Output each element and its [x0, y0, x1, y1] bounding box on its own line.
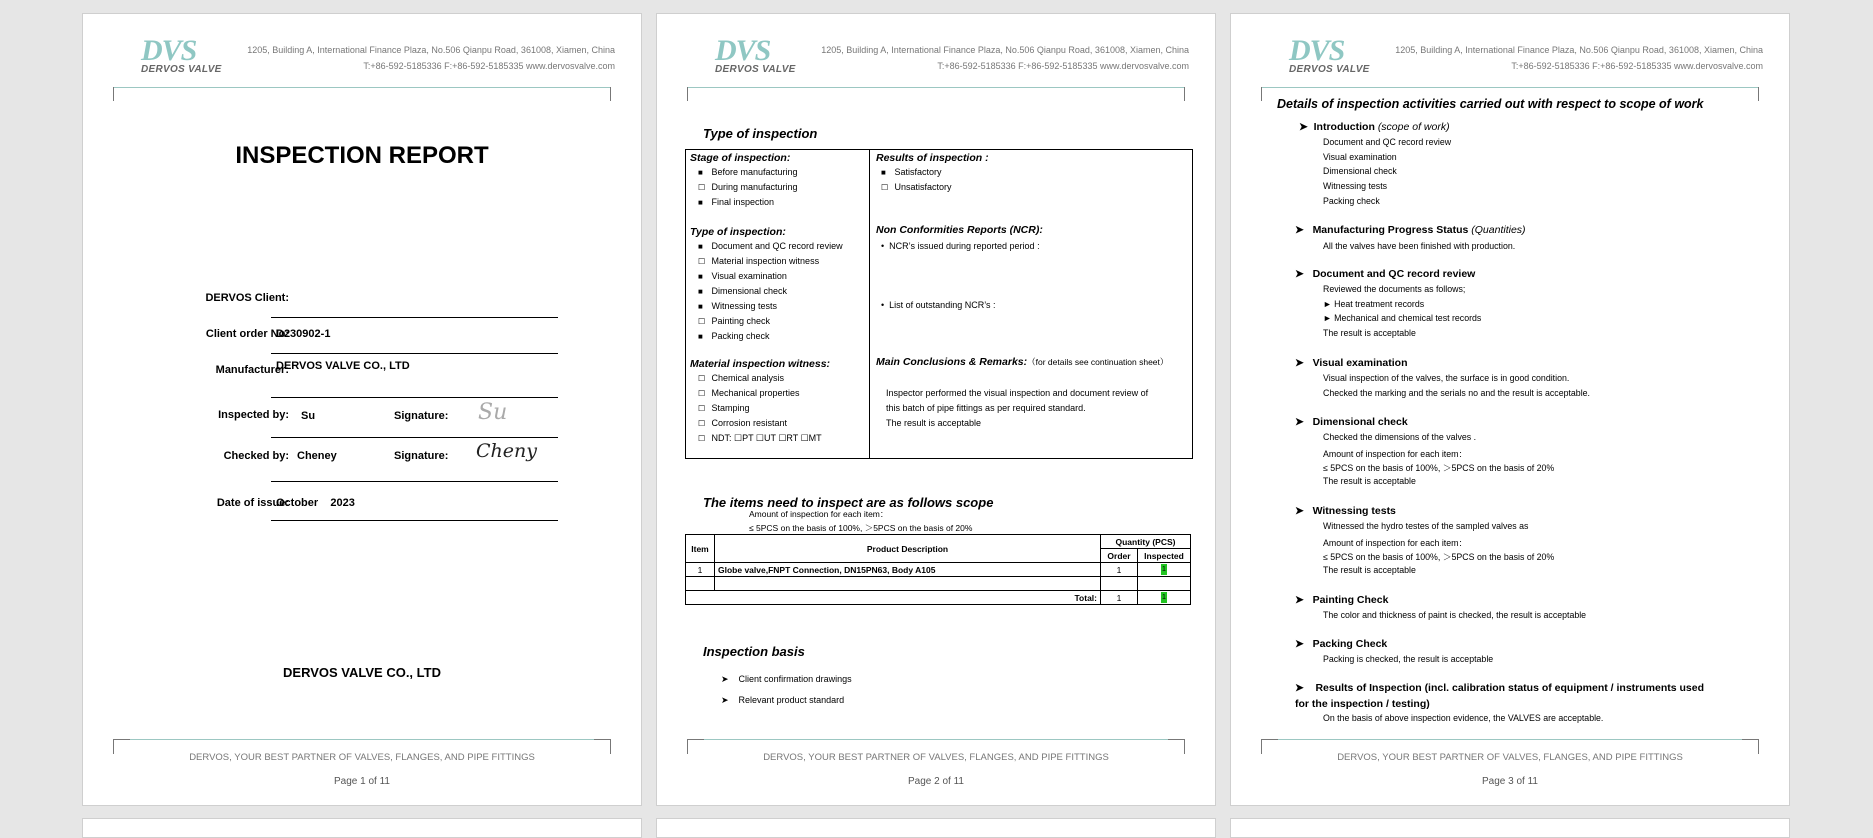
detail-line: ≤ 5PCS on the basis of 100%, ＞5PCS on the basis of 20%: [1323, 463, 1555, 474]
type-of-inspection-heading: Type of inspection: [703, 126, 818, 141]
checklist-item: ☐ Painting check: [698, 316, 771, 326]
checked-box-icon: ■: [698, 287, 703, 296]
checklist-item: ■ Packing check: [698, 331, 770, 341]
section-dimensional: ➤ Dimensional check: [1295, 416, 1408, 428]
checklist-item: ■ Satisfactory: [881, 167, 942, 177]
detail-line: Visual examination: [1323, 151, 1397, 162]
next-page-edge: [82, 818, 642, 838]
detail-line: The result is acceptable: [1323, 328, 1416, 339]
header-address: 1205, Building A, International Finance Plaza, No.506 Qianpu Road, 361008, Xiamen, China T:+86-592-5185336 F:+86-592-5185335 www.dervosvalve.com: [1395, 45, 1763, 71]
basis-item: ➤ Relevant product standard: [721, 695, 845, 705]
unchecked-box-icon: ☐: [698, 404, 706, 413]
table-total-row: Total: 1 1: [686, 591, 1191, 605]
detail-line: Amount of inspection for each item：: [1323, 448, 1468, 459]
section-introduction: ➤ Introduction (scope of work): [1299, 121, 1450, 133]
table-row: 1 Globe valve,FNPT Connection, DN15PN63, Body A105 1 1: [686, 563, 1191, 577]
unchecked-box-icon: ☐: [881, 183, 889, 192]
detail-line: Reviewed the documents as follows;: [1323, 284, 1466, 294]
checklist-item: ☐ Chemical analysis: [698, 373, 785, 383]
checklist-item: ☐ NDT: ☐PT ☐UT ☐RT ☐MT: [698, 433, 822, 443]
header-address: 1205, Building A, International Finance Plaza, No.506 Qianpu Road, 361008, Xiamen, China T:+86-592-5185336 F:+86-592-5185335 www.dervosvalve.com: [821, 45, 1189, 71]
checklist-item: ■ Visual examination: [698, 271, 787, 281]
footer-tagline: DERVOS, YOUR BEST PARTNER OF VALVES, FLANGES, AND PIPE FITTINGS: [189, 752, 535, 763]
inspector-signature: Su: [478, 400, 508, 425]
section-document-review: ➤ Document and QC record review: [1295, 268, 1476, 280]
detail-line: Visual inspection of the valves, the surface is in good condition.: [1323, 373, 1570, 383]
company-logo: DVS DERVOS VALVE: [1289, 34, 1370, 75]
detail-line: ► Mechanical and chemical test records: [1323, 313, 1482, 324]
unchecked-box-icon: ☐: [698, 257, 706, 266]
checklist-item: ☐ During manufacturing: [698, 182, 798, 192]
page-number: Page 3 of 11: [1482, 776, 1538, 787]
checklist-item: ■ Dimensional check: [698, 286, 788, 296]
inspection-summary-box: Stage of inspection: ■ Before manufacturing ☐ During manufacturing ■ Final inspection Type of inspection: ■ Document and QC record review ☐ Material inspection witness ■ Visual examination ■ Dimensional check ■ Witnessing tests ☐ Painting check ■ Packing check Material inspection witness: ☐ Chemical analysis ☐ Mechanical properties ☐ Stamping ☐ Corrosion resistant ☐ NDT: ☐PT ☐UT ☐RT ☐MT Results of inspection : ■ Satisfactory ☐ Unsatisfactory Non Conformities Reports (NCR): • NCR’s issued during reported period : • List of outstanding NCR’s : Main Conclusions & Remarks:（for details see continuation sheet） Inspector performed the visual inspection and document review of this batch of pipe fittings as per required standard. The result is acceptable: [685, 149, 1193, 459]
checklist-item: ■ Witnessing tests: [698, 301, 778, 311]
header-address: 1205, Building A, International Finance Plaza, No.506 Qianpu Road, 361008, Xiamen, China T:+86-592-5185336 F:+86-592-5185335 www.dervosvalve.com: [247, 45, 615, 71]
items-table: Item Product Description Quantity (PCS) Order Inspected 1 Globe valve,FNPT Connection, DN15PN63, Body A105 1 1 Total: 1 1: [685, 534, 1191, 605]
next-page-edge: [1230, 818, 1790, 838]
next-page-edge: [656, 818, 1216, 838]
page-header: [83, 14, 641, 104]
detail-line: Dimensional check: [1323, 166, 1397, 177]
scope-heading: The items need to inspect are as follows scope: [703, 495, 994, 510]
checked-box-icon: ■: [698, 168, 703, 177]
page-header: [1231, 14, 1789, 104]
basis-item: ➤ Client confirmation drawings: [721, 674, 852, 684]
checked-box-icon: ■: [698, 302, 703, 311]
conclusions-heading: Main Conclusions & Remarks:（for details see continuation sheet）: [876, 356, 1169, 368]
checklist-item: ■ Before manufacturing: [698, 167, 798, 177]
detail-line: Witnessing tests: [1323, 181, 1388, 192]
detail-line: Document and QC record review: [1323, 137, 1452, 147]
report-page-2: DVS DERVOS VALVE 1205, Building A, International Finance Plaza, No.506 Qianpu Road, 361008, Xiamen, China T:+86-592-5185336 F:+86-592-5185335 www.dervosvalve.com Type of inspection Stage of inspection: ■ Before manufacturing ☐ During manufacturing ■ Final inspection Type of inspection: ■ Document and QC record review ☐ Material inspection witness ■ Visual examination ■ Dimensional check ■ Witnessing tests ☐ Painting check ■ Packing check Material inspection witness: ☐ Chemical analysis ☐ Mechanical properties ☐ Stamping ☐ Corrosion resistant ☐ NDT: ☐PT ☐UT ☐RT ☐MT Results of inspection : ■ Satisfactory ☐ Unsatisfactory Non Conformities Reports (NCR): • NCR’s issued during reported period : • List of outstanding NCR’s : Main Conclusions & Remarks:（for details see continuation sheet） Inspector performed the visual inspection and document review of this batch of pipe fittings as per required standard. The result is acceptable The items need to inspect are as follows scope Amount of inspection for each item： ≤ 5PCS on the basis of 100%, ＞5PCS on the basis of 20% Item Product Description Quantity (PCS) Order Inspected 1 Globe valve,FNPT Connection, DN15PN63, Body A105 1 1 Total: 1 1 Inspection basis ➤ Client confirmation drawings ➤ Relevant product standard DERVOS, YOUR BEST PARTNER OF VALVES, FLANGES, AND PIPE FITTINGS Page 2 of 11: [656, 13, 1216, 806]
section-visual: ➤ Visual examination: [1295, 357, 1408, 369]
detail-line: ► Heat treatment records: [1323, 298, 1425, 309]
company-name: DERVOS VALVE CO., LTD: [283, 665, 441, 680]
section-results: ➤ Results of Inspection (incl. calibration status of equipment / instruments used: [1295, 682, 1705, 694]
inspection-basis-heading: Inspection basis: [703, 644, 805, 659]
detail-line: Packing check: [1323, 195, 1380, 206]
detail-line: The result is acceptable: [1323, 476, 1416, 487]
page-number: Page 1 of 11: [334, 776, 390, 787]
unchecked-box-icon: ☐: [698, 434, 706, 443]
checked-box-icon: ■: [698, 332, 703, 341]
unchecked-box-icon: ☐: [698, 419, 706, 428]
section-packing: ➤ Packing Check: [1295, 638, 1388, 650]
company-logo: DVS DERVOS VALVE: [141, 34, 222, 75]
checklist-item: ■ Document and QC record review: [698, 241, 843, 251]
report-page-1: DVS DERVOS VALVE 1205, Building A, International Finance Plaza, No.506 Qianpu Road, 361008, Xiamen, China T:+86-592-5185336 F:+86-592-5185335 www.dervosvalve.com INSPECTION REPORT DERVOS Client: Client order No: D230902-1 Manufacturer: DERVOS VALVE CO., LTD Inspected by: Su Signature: Su Checked by: Cheney Signature: Cheny Date of issue: October 2023 DERVOS VALVE CO., LTD DERVOS, YOUR BEST PARTNER OF VALVES, FLANGES, AND PIPE FITTINGS Page 1 of 11: [82, 13, 642, 806]
detail-line: Checked the marking and the serials no and the result is acceptable.: [1323, 387, 1590, 398]
detail-line: Witnessed the hydro testes of the sampled valves as: [1323, 521, 1529, 531]
unchecked-box-icon: ☐: [698, 389, 706, 398]
details-heading: Details of inspection activities carried out with respect to scope of work: [1277, 97, 1704, 111]
checklist-item: ☐ Corrosion resistant: [698, 418, 788, 428]
conclusions-text: Inspector performed the visual inspection and document review of this batch of pipe fittings as per required standard. The result is acceptable: [886, 388, 1149, 428]
checked-box-icon: ■: [881, 168, 886, 177]
unchecked-box-icon: ☐: [698, 183, 706, 192]
checked-box-icon: ■: [698, 272, 703, 281]
checklist-item: ☐ Stamping: [698, 403, 750, 413]
footer-tagline: DERVOS, YOUR BEST PARTNER OF VALVES, FLANGES, AND PIPE FITTINGS: [1337, 752, 1683, 763]
unchecked-box-icon: ☐: [698, 374, 706, 383]
checklist-item: ☐ Material inspection witness: [698, 256, 820, 266]
detail-line: The result is acceptable: [1323, 565, 1416, 576]
checklist-item: ☐ Mechanical properties: [698, 388, 800, 398]
page-header: [657, 14, 1215, 104]
company-logo: DVS DERVOS VALVE: [715, 34, 796, 75]
section-mps: ➤ Manufacturing Progress Status (Quantities): [1295, 224, 1526, 236]
report-title: INSPECTION REPORT: [235, 142, 489, 169]
footer-tagline: DERVOS, YOUR BEST PARTNER OF VALVES, FLANGES, AND PIPE FITTINGS: [763, 752, 1109, 763]
checked-box-icon: ■: [698, 242, 703, 251]
checked-box-icon: ■: [698, 198, 703, 207]
page-number: Page 2 of 11: [908, 776, 964, 787]
checker-signature: Cheny: [476, 440, 537, 462]
section-witnessing: ➤ Witnessing tests: [1295, 505, 1396, 517]
ncr-issued: • NCR’s issued during reported period :: [881, 241, 1040, 251]
detail-line: Checked the dimensions of the valves .: [1323, 432, 1477, 442]
section-painting: ➤ Painting Check: [1295, 594, 1389, 606]
report-page-3: DVS DERVOS VALVE 1205, Building A, International Finance Plaza, No.506 Qianpu Road, 361008, Xiamen, China T:+86-592-5185336 F:+86-592-5185335 www.dervosvalve.com Details of inspection activities carried out with respect to scope of work ➤ Introduction (scope of work) Document and QC record review Visual examination Dimensional check Witnessing tests Packing check ➤ Manufacturing Progress Status (Quantities) All the valves have been finished with production. ➤ Document and QC record review Reviewed the documents as follows; ► Heat treatment records ► Mechanical and chemical test records The result is acceptable ➤ Visual examination Visual inspection of the valves, the surface is in good condition. Checked the marking and the serials no and the result is acceptable. ➤ Dimensional check Checked the dimensions of the valves . Amount of inspection for each item： ≤ 5PCS on the basis of 100%, ＞5PCS on the basis of 20% The result is acceptable ➤ Witnessing tests Witnessed the hydro testes of the sampled valves as Amount of inspection for each item： ≤ 5PCS on the basis of 100%, ＞5PCS on the basis of 20% The result is acceptable ➤ Painting Check The color and thickness of paint is checked, the result is acceptable ➤ Packing Check Packing is checked, the result is acceptable ➤ Results of Inspection (incl. calibration status of equipment / instruments used for the inspection / testing) On the basis of above inspection evidence, the VALVES are acceptable. DERVOS, YOUR BEST PARTNER OF VALVES, FLANGES, AND PIPE FITTINGS Page 3 of 11: [1230, 13, 1790, 806]
detail-line: Amount of inspection for each item：: [1323, 537, 1468, 548]
checklist-item: ■ Final inspection: [698, 197, 775, 207]
table-row: [686, 577, 1191, 591]
checklist-item: ☐ Unsatisfactory: [881, 182, 952, 192]
detail-line: ≤ 5PCS on the basis of 100%, ＞5PCS on the basis of 20%: [1323, 552, 1555, 563]
ncr-outstanding: • List of outstanding NCR’s :: [881, 300, 996, 310]
unchecked-box-icon: ☐: [698, 317, 706, 326]
